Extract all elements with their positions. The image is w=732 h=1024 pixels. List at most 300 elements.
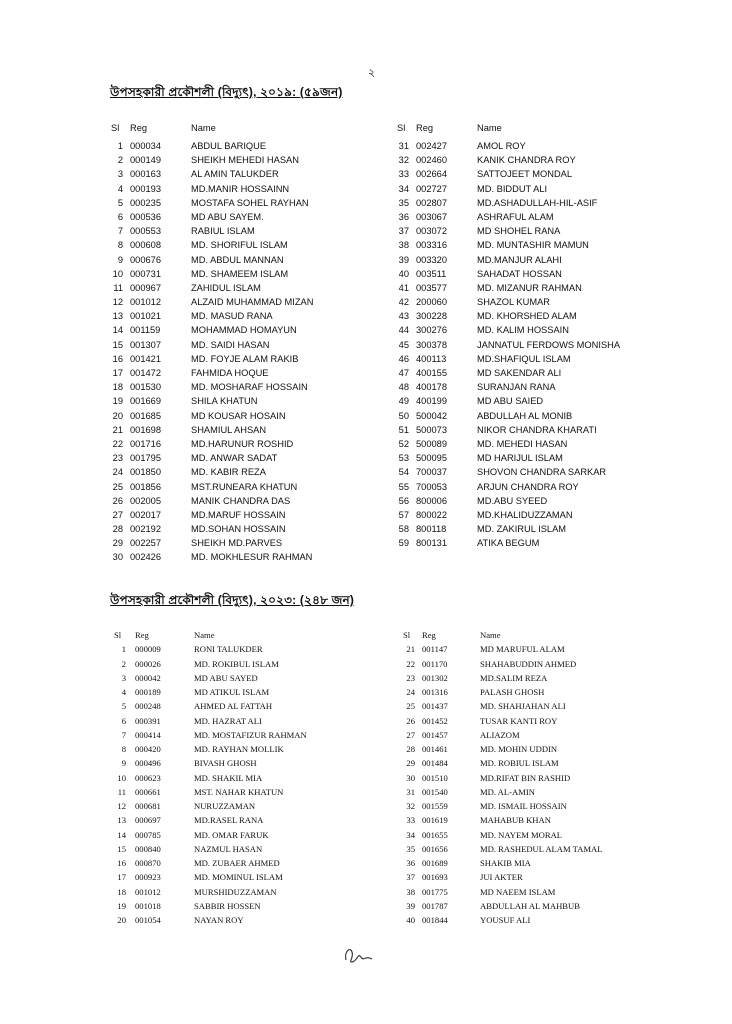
- registration-number: 001656: [422, 843, 448, 854]
- registration-number: 000420: [135, 744, 161, 754]
- candidate-name: SAHADAT HOSSAN: [477, 268, 562, 279]
- registration-number: 002005: [130, 495, 162, 506]
- registration-number: 001012: [135, 886, 161, 897]
- registration-number: 400113: [416, 353, 447, 364]
- registration-number: 001856: [130, 481, 162, 492]
- candidate-name: MD. BIDDUT ALI: [477, 183, 548, 194]
- candidate-name: MD. KHORSHED ALAM: [477, 311, 577, 322]
- registration-number: 000034: [130, 141, 162, 151]
- candidate-name: ABDUL BARIQUE: [191, 141, 267, 151]
- candidate-name: MST. NAHAR KHATUN: [194, 786, 284, 797]
- candidate-name: MD. SHAMEEM ISLAM: [191, 268, 289, 279]
- serial-number: 35: [406, 843, 415, 854]
- serial-number: 59: [398, 538, 409, 549]
- candidate-name: RONI TALUKDER: [194, 644, 263, 655]
- candidate-name: PALASH GHOSH: [480, 687, 545, 697]
- registration-number: 000553: [130, 226, 162, 237]
- registration-number: 003577: [416, 282, 448, 293]
- registration-number: 001685: [130, 410, 162, 421]
- registration-number: 000414: [135, 729, 161, 740]
- serial-number: 6: [117, 211, 123, 222]
- serial-number: 28: [406, 744, 415, 754]
- serial-number: 24: [406, 687, 415, 697]
- serial-number: 31: [398, 141, 409, 151]
- serial-number: 26: [406, 715, 415, 726]
- registration-number: 001012: [130, 297, 162, 308]
- candidate-name: ATIKA BEGUM: [477, 538, 540, 549]
- registration-number: 002727: [416, 183, 448, 194]
- candidate-name: SURANJAN RANA: [477, 382, 556, 393]
- registration-number: 000731: [130, 268, 162, 279]
- registration-number: 000967: [130, 282, 162, 293]
- column-header-sl: Sl: [403, 630, 411, 640]
- registration-number: 001461: [422, 744, 448, 754]
- candidate-name: MD. SHAHJAHAN ALI: [480, 701, 566, 712]
- registration-number: 000870: [135, 858, 161, 868]
- registration-number: 000189: [135, 687, 161, 697]
- serial-number: 10: [112, 268, 123, 279]
- serial-number: 40: [406, 915, 415, 925]
- serial-number: 20: [112, 410, 123, 421]
- candidate-name: AHMED AL FATTAH: [194, 701, 273, 712]
- registration-number: 001302: [422, 672, 448, 683]
- serial-number: 9: [117, 254, 123, 265]
- registration-number: 000676: [130, 254, 162, 265]
- serial-number: 4: [117, 183, 123, 194]
- column-header-reg: Reg: [135, 630, 149, 640]
- candidate-name: MD. MOMINUL ISLAM: [194, 872, 283, 883]
- serial-number: 23: [112, 453, 123, 464]
- candidate-name: NURUZZAMAN: [194, 801, 256, 811]
- registration-number: 001021: [130, 311, 162, 322]
- candidate-name: MOSTAFA SOHEL RAYHAN: [191, 197, 309, 208]
- registration-number: 001775: [422, 886, 448, 897]
- candidate-name: MD. SAIDI HASAN: [191, 339, 270, 350]
- candidate-name: SHEIKH MD.PARVES: [191, 538, 283, 549]
- registration-number: 000496: [135, 758, 161, 769]
- candidate-name: MD. KALIM HOSSAIN: [477, 325, 569, 336]
- registration-number: 003072: [416, 226, 448, 237]
- serial-number: 27: [406, 729, 415, 740]
- serial-number: 9: [121, 758, 126, 769]
- serial-number: 33: [406, 815, 415, 826]
- candidate-name: MOHAMMAD HOMAYUN: [191, 325, 297, 336]
- candidate-name: ALZAID MUHAMMAD MIZAN: [191, 297, 314, 308]
- registration-number: 001054: [135, 915, 161, 925]
- column-header-sl: Sl: [114, 630, 122, 640]
- registration-number: 000149: [130, 155, 162, 166]
- serial-number: 10: [117, 772, 126, 783]
- candidate-name: MD. HAZRAT ALI: [194, 715, 262, 726]
- column-header-reg: Reg: [130, 123, 148, 133]
- registration-number: 001452: [422, 715, 448, 726]
- registration-number: 300276: [416, 325, 448, 336]
- serial-number: 3: [121, 672, 126, 683]
- column-header-sl: Sl: [111, 123, 120, 133]
- candidate-name: MD. MASUD RANA: [191, 311, 273, 322]
- serial-number: 32: [398, 155, 409, 166]
- registration-number: 001316: [422, 687, 448, 697]
- serial-number: 30: [112, 552, 123, 563]
- registration-number: 001716: [130, 438, 162, 449]
- registration-number: 001307: [130, 339, 162, 350]
- serial-number: 42: [398, 297, 409, 308]
- candidate-name: MD ATIKUL ISLAM: [194, 687, 270, 697]
- registration-number: 000785: [135, 829, 161, 840]
- registration-number: 001457: [422, 729, 448, 740]
- candidate-name: MD.SOHAN HOSSAIN: [191, 524, 286, 535]
- serial-number: 49: [398, 396, 409, 407]
- registration-number: 500095: [416, 453, 448, 464]
- registration-number: 003320: [416, 254, 448, 265]
- registration-number: 000026: [135, 658, 161, 669]
- serial-number: 16: [112, 353, 123, 364]
- serial-number: 21: [112, 424, 123, 435]
- serial-number: 56: [398, 495, 409, 506]
- registration-number: 002460: [416, 155, 448, 166]
- registration-number: 000248: [135, 701, 161, 712]
- serial-number: 18: [117, 886, 126, 897]
- serial-number: 41: [398, 282, 409, 293]
- candidate-name: MD MARUFUL ALAM: [480, 644, 565, 655]
- serial-number: 43: [398, 311, 409, 322]
- registration-number: 003316: [416, 240, 448, 251]
- candidate-name: SHAMIUL AHSAN: [191, 424, 267, 435]
- candidate-name: MD.MANJUR ALAHI: [477, 254, 562, 265]
- serial-number: 6: [121, 715, 126, 726]
- registration-number: 700037: [416, 467, 448, 478]
- page-number: ২: [368, 67, 376, 79]
- registration-number: 001437: [422, 701, 448, 712]
- candidate-name: MD. KABIR REZA: [191, 467, 266, 478]
- candidate-name: MD. MIZANUR RAHMAN: [477, 282, 582, 293]
- serial-number: 25: [406, 701, 415, 712]
- candidate-name: MD. MUNTASHIR MAMUN: [477, 240, 589, 251]
- column-header-reg: Reg: [422, 630, 436, 640]
- candidate-name: MD.MANIR HOSSAINN: [191, 183, 290, 194]
- serial-number: 29: [112, 538, 123, 549]
- candidate-name: NIKOR CHANDRA KHARATI: [477, 424, 597, 435]
- candidate-name: JUI AKTER: [480, 872, 523, 883]
- serial-number: 20: [117, 915, 126, 925]
- candidate-name: MD. ANWAR SADAT: [191, 453, 278, 464]
- registration-number: 002426: [130, 552, 162, 563]
- registration-number: 000681: [135, 801, 161, 811]
- serial-number: 36: [406, 858, 415, 868]
- registration-number: 001510: [422, 772, 448, 783]
- section-heading-2019: উপসহকারী প্রকৌশলী (বিদ্যুৎ), ২০১৯: (৫৯জন): [110, 85, 343, 99]
- column-header-sl: Sl: [397, 123, 406, 133]
- serial-number: 5: [121, 701, 126, 712]
- registration-number: 300378: [416, 339, 448, 350]
- candidate-name: MD.KHALIDUZZAMAN: [477, 509, 573, 520]
- serial-number: 13: [117, 815, 126, 826]
- column-header-reg: Reg: [416, 123, 434, 133]
- candidate-name: SATTOJEET MONDAL: [477, 169, 573, 180]
- serial-number: 31: [406, 786, 415, 797]
- registration-number: 800118: [416, 524, 447, 535]
- serial-number: 16: [117, 858, 126, 868]
- registration-number: 001787: [422, 900, 448, 911]
- registration-number: 800006: [416, 495, 448, 506]
- serial-number: 46: [398, 353, 409, 364]
- candidate-name: JANNATUL FERDOWS MONISHA: [477, 339, 621, 350]
- registration-number: 000623: [135, 772, 161, 783]
- serial-number: 32: [406, 801, 415, 811]
- candidate-name: MD ABU SAYEM.: [191, 211, 264, 222]
- serial-number: 22: [112, 438, 123, 449]
- serial-number: 1: [121, 644, 126, 655]
- candidate-name: ASHRAFUL ALAM: [477, 211, 554, 222]
- candidate-name: SHAKIB MIA: [480, 858, 531, 868]
- candidate-name: MD HARIJUL ISLAM: [477, 453, 563, 464]
- serial-number: 36: [398, 211, 409, 222]
- serial-number: 48: [398, 382, 409, 393]
- serial-number: 4: [121, 687, 126, 697]
- registration-number: 001844: [422, 915, 448, 925]
- candidate-name: AMOL ROY: [477, 141, 526, 151]
- serial-number: 11: [113, 282, 123, 293]
- registration-number: 800022: [416, 509, 448, 520]
- candidate-name: SHAHABUDDIN AHMED: [480, 658, 577, 669]
- registration-number: 000923: [135, 872, 161, 883]
- serial-number: 1: [117, 141, 123, 151]
- serial-number: 34: [406, 829, 415, 840]
- registration-number: 001698: [130, 424, 162, 435]
- candidate-name: MAHABUB KHAN: [480, 815, 551, 826]
- candidate-name: MD. NAYEM MORAL: [480, 829, 563, 840]
- registration-number: 001147: [422, 644, 448, 655]
- serial-number: 12: [112, 297, 123, 308]
- serial-number: 53: [398, 453, 409, 464]
- candidate-name: MD. MOHIN UDDIN: [480, 744, 558, 754]
- serial-number: 38: [406, 886, 415, 897]
- registration-number: 001559: [422, 801, 448, 811]
- serial-number: 12: [117, 801, 126, 811]
- registration-number: 002427: [416, 141, 448, 151]
- registration-number: 700053: [416, 481, 448, 492]
- registration-number: 001018: [135, 900, 161, 911]
- serial-number: 17: [112, 368, 123, 378]
- candidate-name: MD SHOHEL RANA: [477, 226, 561, 237]
- candidate-name: AL AMIN TALUKDER: [191, 169, 279, 180]
- candidate-name: MD. SHAKIL MIA: [194, 772, 263, 783]
- serial-number: 29: [406, 758, 415, 769]
- registration-number: 002017: [130, 509, 162, 520]
- registration-number: 000697: [135, 815, 161, 826]
- candidate-name: MD. MEHEDI HASAN: [477, 438, 568, 449]
- serial-number: 7: [117, 226, 123, 237]
- registration-number: 400199: [416, 396, 448, 407]
- serial-number: 27: [112, 509, 123, 520]
- serial-number: 54: [398, 467, 409, 478]
- serial-number: 58: [398, 524, 409, 535]
- candidate-name: MD. RASHEDUL ALAM TAMAL: [480, 843, 603, 854]
- candidate-name: KANIK CHANDRA ROY: [477, 155, 576, 166]
- registration-number: 002664: [416, 169, 448, 180]
- serial-number: 50: [398, 410, 409, 421]
- candidate-name: MD.HARUNUR ROSHID: [191, 438, 294, 449]
- serial-number: 5: [117, 197, 123, 208]
- registration-number: 000536: [130, 211, 162, 222]
- registration-number: 002257: [130, 538, 162, 549]
- serial-number: 19: [112, 396, 123, 407]
- registration-number: 001850: [130, 467, 162, 478]
- serial-number: 3: [117, 169, 123, 180]
- registration-number: 001421: [130, 353, 162, 364]
- registration-number: 001484: [422, 758, 448, 769]
- candidate-name: MD.SHAFIQUL ISLAM: [477, 353, 571, 364]
- candidate-name: SHILA KHATUN: [191, 396, 258, 407]
- candidate-name: TUSAR KANTI ROY: [480, 715, 558, 726]
- registration-number: 001170: [422, 658, 448, 669]
- candidate-name: SHAZOL KUMAR: [477, 297, 551, 308]
- candidate-name: MD. AL-AMIN: [480, 786, 535, 797]
- candidate-name: MD ABU SAIED: [477, 396, 544, 407]
- registration-number: 001795: [130, 453, 162, 464]
- column-header-name: Name: [194, 630, 215, 640]
- serial-number: 51: [398, 424, 409, 435]
- candidate-name: SABBIR HOSSEN: [194, 900, 261, 911]
- candidate-name: MANIK CHANDRA DAS: [191, 495, 291, 506]
- registration-number: 000009: [135, 644, 161, 655]
- registration-number: 000661: [135, 786, 161, 797]
- serial-number: 26: [112, 495, 123, 506]
- candidate-name: NAYAN ROY: [194, 915, 244, 925]
- candidate-name: MD. ISMAIL HOSSAIN: [480, 801, 567, 811]
- candidate-name: ZAHIDUL ISLAM: [191, 282, 261, 293]
- candidate-name: MD. MOSTAFIZUR RAHMAN: [194, 729, 307, 740]
- serial-number: 15: [117, 843, 126, 854]
- serial-number: 30: [406, 772, 415, 783]
- registration-number: 001689: [422, 858, 448, 868]
- candidate-name: MD.ASHADULLAH-HIL-ASIF: [477, 197, 598, 208]
- registration-number: 000608: [130, 240, 162, 251]
- serial-number: 52: [398, 438, 409, 449]
- registration-number: 000840: [135, 843, 161, 854]
- serial-number: 39: [406, 900, 415, 911]
- serial-number: 37: [406, 872, 415, 883]
- column-header-name: Name: [480, 630, 501, 640]
- registration-number: 000391: [135, 715, 161, 726]
- candidate-name: MD. OMAR FARUK: [194, 829, 269, 840]
- candidate-name: MD. ABDUL MANNAN: [191, 254, 284, 265]
- column-header-name: Name: [191, 123, 216, 133]
- registration-number: 001693: [422, 872, 448, 883]
- candidate-name: SHOVON CHANDRA SARKAR: [477, 467, 607, 478]
- registration-number: 001669: [130, 396, 162, 407]
- serial-number: 47: [398, 368, 409, 378]
- candidate-name: MD. RAYHAN MOLLIK: [194, 744, 284, 754]
- registration-number: 002192: [130, 524, 162, 535]
- registration-number: 001540: [422, 786, 448, 797]
- section-heading-2023: উপসহকারী প্রকৌশলী (বিদ্যুৎ), ২০২৩: (২৪৮ জন): [110, 593, 355, 607]
- candidate-name: MD SAKENDAR ALI: [477, 368, 562, 378]
- registration-number: 001655: [422, 829, 448, 840]
- candidate-name: MD. MOKHLESUR RAHMAN: [191, 552, 313, 563]
- candidate-name: MD.ABU SYEED: [477, 495, 548, 506]
- serial-number: 45: [398, 339, 409, 350]
- serial-number: 24: [112, 467, 123, 478]
- candidate-name: SHEIKH MEHEDI HASAN: [191, 155, 299, 166]
- candidate-name: MST.RUNEARA KHATUN: [191, 481, 298, 492]
- registration-number: 400178: [416, 382, 448, 393]
- serial-number: 17: [117, 872, 126, 883]
- serial-number: 15: [112, 339, 123, 350]
- candidate-name: MD. ZAKIRUL ISLAM: [477, 524, 567, 535]
- candidate-name: MD.SALIM REZA: [480, 672, 548, 683]
- registration-number: 001159: [130, 325, 161, 336]
- registration-number: 003511: [416, 268, 447, 279]
- serial-number: 44: [398, 325, 409, 336]
- serial-number: 11: [117, 786, 126, 797]
- candidate-name: FAHMIDA HOQUE: [191, 368, 269, 378]
- candidate-name: MD.RIFAT BIN RASHID: [480, 772, 571, 783]
- registration-number: 800131: [416, 538, 448, 549]
- registration-number: 300228: [416, 311, 448, 322]
- serial-number: 14: [117, 829, 126, 840]
- candidate-name: ABDULLAH AL MAHBUB: [480, 900, 580, 911]
- serial-number: 35: [398, 197, 409, 208]
- candidate-name: MD.MARUF HOSSAIN: [191, 509, 286, 520]
- candidate-name: ARJUN CHANDRA ROY: [477, 481, 579, 492]
- candidate-name: ALIAZOM: [480, 729, 520, 740]
- serial-number: 14: [112, 325, 123, 336]
- serial-number: 13: [112, 311, 123, 322]
- serial-number: 39: [398, 254, 409, 265]
- serial-number: 33: [398, 169, 409, 180]
- candidate-name: MD NAEEM ISLAM: [480, 886, 556, 897]
- registration-number: 500042: [416, 410, 448, 421]
- registration-number: 000235: [130, 197, 162, 208]
- serial-number: 2: [121, 658, 126, 669]
- registration-number: 002807: [416, 197, 448, 208]
- candidate-name: MD.RASEL RANA: [194, 815, 264, 826]
- serial-number: 21: [406, 644, 415, 655]
- candidate-name: MURSHIDUZZAMAN: [194, 886, 277, 897]
- serial-number: 2: [117, 155, 123, 166]
- candidate-name: MD. ZUBAER AHMED: [194, 858, 280, 868]
- candidate-name: RABIUL ISLAM: [191, 226, 255, 237]
- registration-number: 500073: [416, 424, 448, 435]
- candidate-name: MD. SHORIFUL ISLAM: [191, 240, 288, 251]
- registration-number: 400155: [416, 368, 448, 378]
- candidate-name: MD. FOYJE ALAM RAKIB: [191, 353, 299, 364]
- registration-number: 003067: [416, 211, 448, 222]
- candidate-name: MD. MOSHARAF HOSSAIN: [191, 382, 308, 393]
- serial-number: 55: [398, 481, 409, 492]
- serial-number: 8: [121, 744, 126, 754]
- registration-number: 200060: [416, 297, 448, 308]
- serial-number: 25: [112, 481, 123, 492]
- registration-number: 000163: [130, 169, 162, 180]
- candidate-name: MD ABU SAYED: [194, 672, 258, 683]
- candidate-name: MD. ROKIBUL ISLAM: [194, 658, 279, 669]
- serial-number: 22: [406, 658, 415, 669]
- candidate-name: YOUSUF ALI: [480, 915, 531, 925]
- serial-number: 57: [398, 509, 409, 520]
- registration-number: 000042: [135, 672, 161, 683]
- column-header-name: Name: [477, 123, 502, 133]
- serial-number: 28: [112, 524, 123, 535]
- candidate-name: MD. ROBIUL ISLAM: [480, 758, 559, 769]
- serial-number: 38: [398, 240, 409, 251]
- candidate-name: BIVASH GHOSH: [194, 758, 257, 769]
- serial-number: 40: [398, 268, 409, 279]
- serial-number: 34: [398, 183, 409, 194]
- serial-number: 8: [117, 240, 123, 251]
- registration-number: 001472: [130, 368, 162, 378]
